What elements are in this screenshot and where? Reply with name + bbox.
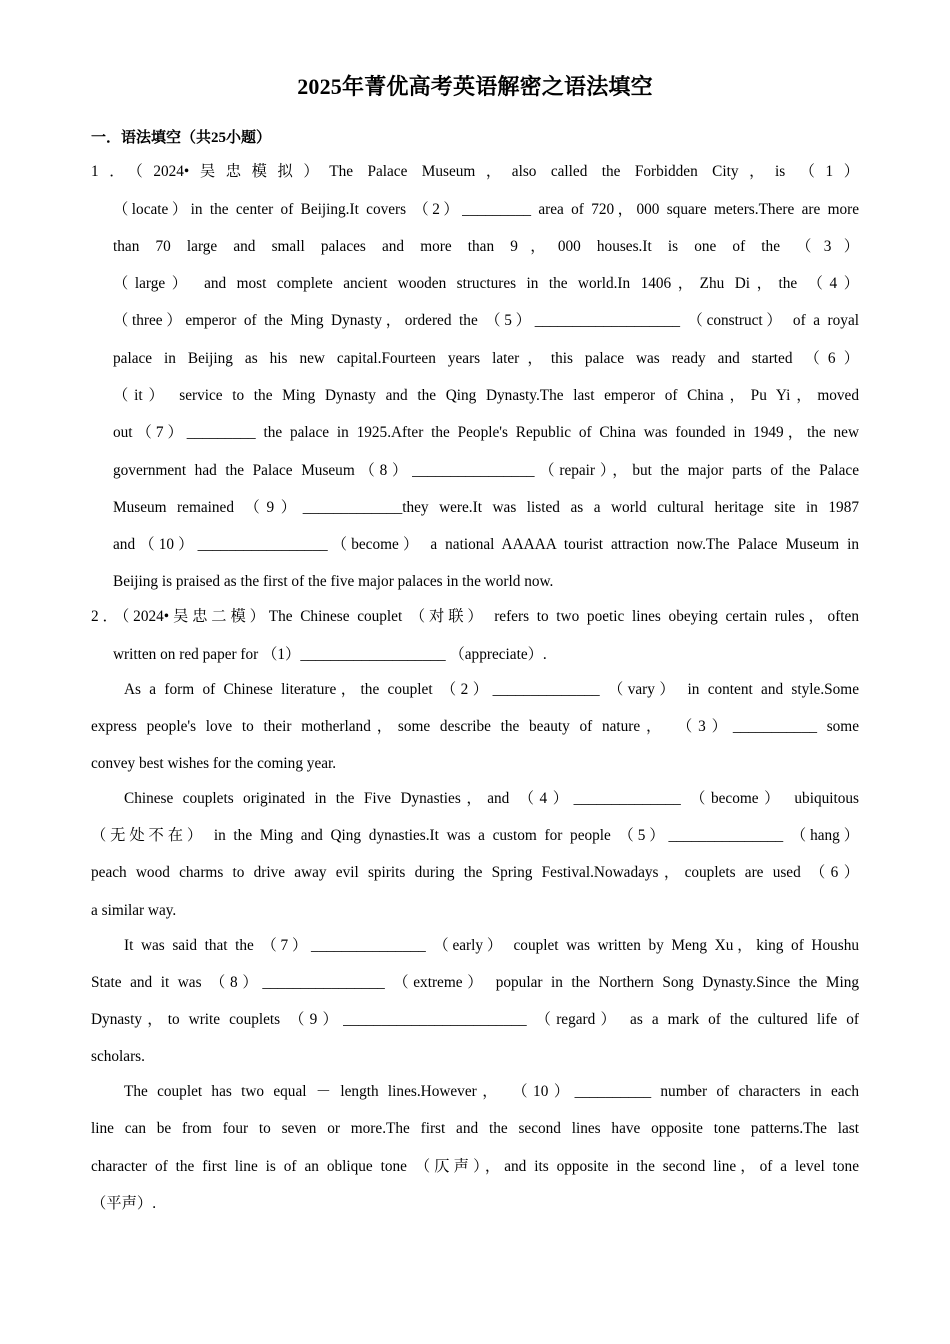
- q1-line: （large） and most complete ancient wooden structures in the world.In 1406，Zhu Di，the （4）: [113, 275, 859, 292]
- q2-line: written on red paper for （1）___________________ （appreciate）.: [113, 646, 547, 663]
- q2-line: （平声）.: [91, 1195, 157, 1212]
- q1-line: Museum remained （9）_____________they were.It was listed as a world cultural heritage site in 1987: [113, 499, 859, 516]
- q2-line: （无处不在） in the Ming and Qing dynasties.It was a custom for people （5）_______________ （hang）: [91, 827, 859, 844]
- q2-line: The couplet has two equal － length lines.However， （10）__________ number of characters in each: [124, 1083, 859, 1100]
- q2-line: 2．（2024•吴忠二模）The Chinese couplet （对联） refers to two poetic lines obeying certain rules，often: [91, 608, 859, 625]
- q2-line: peach wood charms to drive away evil spirits during the Spring Festival.Nowadays，couplets are used （6）: [91, 864, 859, 881]
- q1-line: Beijing is praised as the first of the five major palaces in the world now.: [113, 573, 554, 590]
- q2-line: It was said that the （7）_______________ （early） couplet was written by Meng Xu，king of Houshu: [124, 937, 859, 954]
- q2-line: convey best wishes for the coming year.: [91, 755, 337, 772]
- q1-line: than 70 large and small palaces and more than 9，000 houses.It is one of the （3）: [113, 238, 859, 255]
- q2-line: Dynasty，to write couplets （9）________________________ （regard） as a mark of the cultured life of: [91, 1011, 859, 1028]
- q2-line: As a form of Chinese literature，the couplet （2）______________ （vary） in content and style.Some: [124, 681, 859, 698]
- page-title: 2025年菁优高考英语解密之语法填空: [297, 74, 653, 99]
- q2-line: character of the first line is of an oblique tone （仄声），and its opposite in the second line，of a level tone: [91, 1158, 859, 1175]
- section-heading: 一．语法填空（共25小题）: [91, 130, 272, 146]
- q1-line: （three）emperor of the Ming Dynasty，ordered the （5）___________________ （construct） of a royal: [113, 312, 859, 329]
- q2-line: Chinese couplets originated in the Five Dynasties，and （4）______________ （become） ubiquitous: [124, 790, 859, 807]
- q2-line: a similar way.: [91, 902, 177, 919]
- q1-line: government had the Palace Museum（8）________________（repair），but the major parts of the Palace: [113, 462, 859, 479]
- q1-line: palace in Beijing as his new capital.Fourteen years later，this palace was ready and started （6）: [113, 350, 859, 367]
- q1-line: and（10）_________________（become） a national AAAAA tourist attraction now.The Palace Museum in: [113, 536, 859, 553]
- q2-line: express people's love to their motherland，some describe the beauty of nature， （3）___________ some: [91, 718, 859, 735]
- q2-line: line can be from four to seven or more.The first and the second lines have opposite tone patterns.The last: [91, 1120, 859, 1137]
- q1-line: （locate）in the center of Beijing.It covers （2）_________ area of 720，000 square meters.There are more: [113, 201, 859, 218]
- q1-line: out（7）_________ the palace in 1925.After the People's Republic of China was founded in 1949，the new: [113, 424, 859, 441]
- q2-line: scholars.: [91, 1048, 145, 1065]
- q1-line: （it） service to the Ming Dynasty and the Qing Dynasty.The last emperor of China，Pu Yi，moved: [113, 387, 859, 404]
- q2-line: State and it was （8）________________ （extreme） popular in the Northern Song Dynasty.Since the Ming: [91, 974, 859, 991]
- q1-line: 1．（2024•吴忠模拟）The Palace Museum，also called the Forbidden City，is （1）: [91, 163, 859, 180]
